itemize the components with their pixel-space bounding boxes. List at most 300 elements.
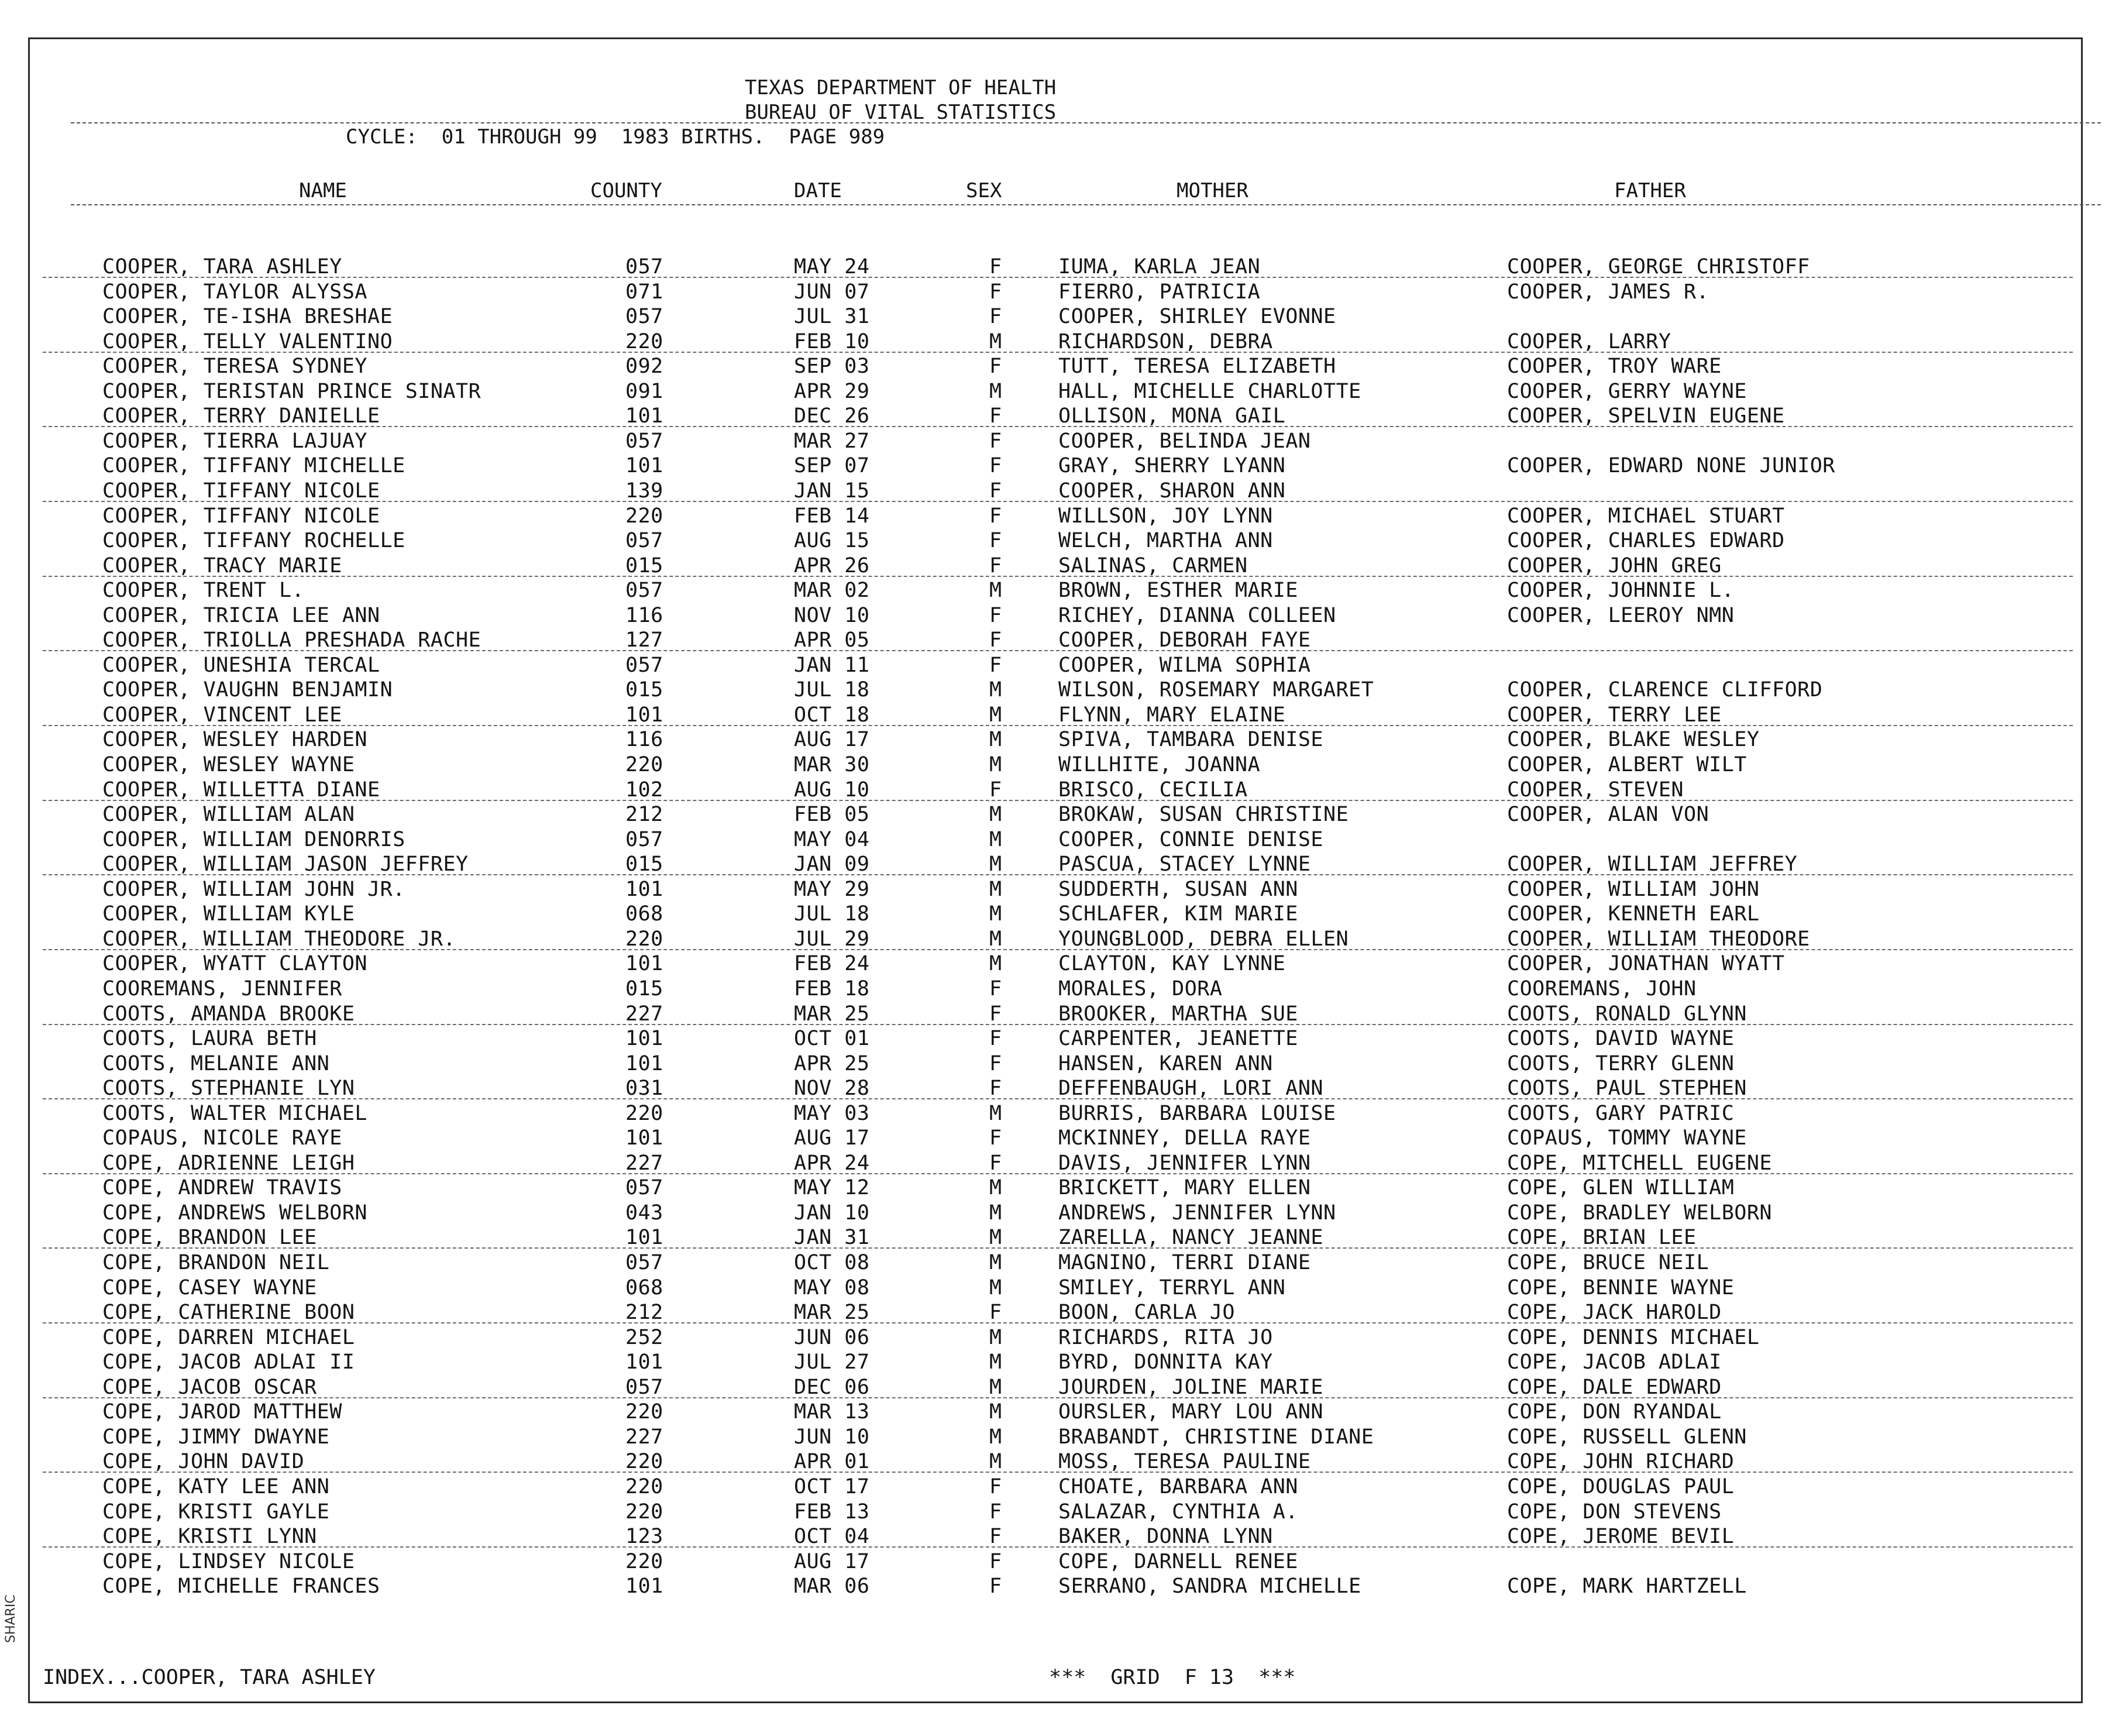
header-rule-top [71, 122, 2101, 123]
col-header-sex: SEX [966, 179, 1002, 202]
cell-date: MAR 25 [794, 1301, 870, 1325]
cell-mother: GRAY, SHERRY LYANN [1058, 454, 1286, 478]
cell-name: COOTS, STEPHANIE LYN [102, 1077, 355, 1101]
cell-father: COOPER, CHARLES EDWARD [1507, 529, 1785, 553]
cell-county: 220 [625, 1101, 663, 1125]
cell-date: JUN 06 [794, 1325, 870, 1349]
cell-name: COPE, BRANDON LEE [102, 1226, 317, 1250]
cell-sex: M [989, 1251, 1002, 1274]
cell-name: COOPER, WILLIAM JOHN JR. [102, 877, 405, 901]
table-row [30, 578, 2085, 603]
cell-father: COPE, GLEN WILLIAM [1507, 1176, 1735, 1200]
cell-mother: RICHARDS, RITA JO [1058, 1325, 1273, 1349]
cell-date: MAR 25 [794, 1002, 870, 1026]
cell-sex: F [989, 653, 1002, 677]
cell-name: COOREMANS, JENNIFER [102, 977, 342, 1001]
row-group-rule [43, 426, 2073, 427]
cell-mother: CLAYTON, KAY LYNNE [1058, 952, 1286, 976]
table-row [30, 1051, 2085, 1076]
table-row [30, 727, 2085, 752]
cell-father: COOTS, GARY PATRIC [1507, 1101, 1735, 1125]
cell-county: 212 [625, 803, 663, 827]
cell-father: COOPER, WILLIAM THEODORE [1507, 927, 1810, 951]
table-row [30, 1300, 2085, 1325]
cell-sex: F [989, 479, 1002, 503]
cell-name: COOPER, TIFFANY ROCHELLE [102, 529, 405, 553]
cell-date: JUL 18 [794, 902, 870, 926]
cell-father: COOPER, TROY WARE [1507, 355, 1722, 379]
table-row [30, 977, 2085, 1001]
cell-sex: M [989, 1176, 1002, 1200]
cell-county: 101 [625, 1350, 663, 1374]
cell-date: MAY 12 [794, 1176, 870, 1200]
cell-date: JUL 18 [794, 678, 870, 702]
cell-name: COPE, ADRIENNE LEIGH [102, 1151, 355, 1175]
cell-father: COPE, BENNIE WAYNE [1507, 1276, 1735, 1300]
cell-date: MAR 27 [794, 429, 870, 453]
cell-sex: F [989, 280, 1002, 304]
cell-sex: M [989, 1201, 1002, 1225]
cell-name: COPE, CATHERINE BOON [102, 1301, 355, 1325]
cell-father: COPE, DON RYANDAL [1507, 1400, 1722, 1424]
cell-county: 101 [625, 877, 663, 901]
table-row [30, 927, 2085, 951]
cell-sex: F [989, 404, 1002, 428]
cell-sex: F [989, 1301, 1002, 1325]
cell-name: COPE, KATY LEE ANN [102, 1474, 330, 1498]
table-row [30, 429, 2085, 453]
cell-sex: M [989, 753, 1002, 776]
cell-father: COOPER, JONATHAN WYATT [1507, 952, 1785, 976]
cell-county: 220 [625, 1474, 663, 1498]
cell-date: JUN 07 [794, 280, 870, 304]
row-group-rule [43, 1322, 2073, 1324]
cell-father: COOPER, JOHNNIE L. [1507, 579, 1735, 603]
table-row [30, 1325, 2085, 1350]
cell-father: COOPER, TERRY LEE [1507, 703, 1722, 727]
row-group-rule [43, 800, 2073, 801]
table-row [30, 1500, 2085, 1524]
row-group-rule [43, 725, 2073, 726]
table-row [30, 1250, 2085, 1275]
cell-name: COPE, DARREN MICHAEL [102, 1325, 355, 1349]
cell-father: COOTS, RONALD GLYNN [1507, 1002, 1747, 1026]
cell-father: COPE, JOHN RICHARD [1507, 1450, 1735, 1474]
cell-sex: F [989, 1002, 1002, 1026]
cell-date: JAN 10 [794, 1201, 870, 1225]
cell-county: 102 [625, 778, 663, 802]
cell-mother: BURRIS, BARBARA LOUISE [1058, 1101, 1336, 1125]
cell-name: COOTS, MELANIE ANN [102, 1051, 330, 1075]
cell-county: 220 [625, 1500, 663, 1524]
cell-county: 220 [625, 1549, 663, 1573]
cell-county: 057 [625, 579, 663, 603]
cell-mother: RICHARDSON, DEBRA [1058, 329, 1273, 353]
cell-date: FEB 13 [794, 1500, 870, 1524]
table-row [30, 1101, 2085, 1126]
row-group-rule [43, 1546, 2073, 1548]
cell-date: MAR 13 [794, 1400, 870, 1424]
cell-mother: WILLSON, JOY LYNN [1058, 504, 1273, 528]
cell-county: 057 [625, 827, 663, 851]
table-row [30, 1225, 2085, 1250]
cell-name: COPE, ANDREWS WELBORN [102, 1201, 368, 1225]
table-row [30, 1350, 2085, 1374]
table-row [30, 1549, 2085, 1574]
cell-county: 057 [625, 653, 663, 677]
cell-sex: M [989, 1101, 1002, 1125]
cell-sex: M [989, 1276, 1002, 1300]
cell-county: 091 [625, 379, 663, 403]
cell-father: COOPER, WILLIAM JOHN [1507, 877, 1760, 901]
table-row [30, 280, 2085, 304]
cell-name: COOPER, WILLIAM KYLE [102, 902, 355, 926]
table-row [30, 653, 2085, 678]
cell-county: 057 [625, 1176, 663, 1200]
table-row [30, 877, 2085, 902]
cell-sex: F [989, 1077, 1002, 1101]
cell-sex: F [989, 504, 1002, 528]
cell-mother: OLLISON, MONA GAIL [1058, 404, 1286, 428]
cell-date: OCT 18 [794, 703, 870, 727]
cell-sex: F [989, 429, 1002, 453]
cell-county: 015 [625, 977, 663, 1001]
table-row [30, 329, 2085, 354]
cell-mother: COOPER, WILMA SOPHIA [1058, 653, 1311, 677]
cell-mother: BRABANDT, CHRISTINE DIANE [1058, 1425, 1374, 1449]
cell-sex: F [989, 1474, 1002, 1498]
cell-father: COPE, RUSSELL GLENN [1507, 1425, 1747, 1449]
table-row [30, 1126, 2085, 1150]
cell-sex: M [989, 703, 1002, 727]
cell-name: COPE, LINDSEY NICOLE [102, 1549, 355, 1573]
ledger-page-frame [28, 37, 2083, 1703]
row-group-rule [43, 949, 2073, 950]
cell-father: COOTS, DAVID WAYNE [1507, 1027, 1735, 1051]
cell-name: COOPER, WILLIAM ALAN [102, 803, 355, 827]
cell-mother: DAVIS, JENNIFER LYNN [1058, 1151, 1311, 1175]
cell-name: COOPER, TIFFANY NICOLE [102, 479, 380, 503]
cell-name: COOPER, TIFFANY NICOLE [102, 504, 380, 528]
cell-name: COPE, JOHN DAVID [102, 1450, 305, 1474]
cell-date: MAY 08 [794, 1276, 870, 1300]
cell-county: 101 [625, 1226, 663, 1250]
cell-county: 227 [625, 1002, 663, 1026]
cell-sex: M [989, 728, 1002, 752]
cell-county: 123 [625, 1525, 663, 1549]
table-row [30, 354, 2085, 379]
cell-date: JAN 31 [794, 1226, 870, 1250]
cell-name: COPE, MICHELLE FRANCES [102, 1575, 380, 1599]
table-row [30, 504, 2085, 528]
cell-father: COPE, BRUCE NEIL [1507, 1251, 1709, 1274]
cell-date: MAR 30 [794, 753, 870, 776]
row-group-rule [43, 874, 2073, 875]
cell-date: MAY 29 [794, 877, 870, 901]
cell-name: COPE, ANDREW TRAVIS [102, 1176, 342, 1200]
cell-sex: F [989, 1575, 1002, 1599]
row-group-rule [43, 1173, 2073, 1174]
cell-date: JUL 29 [794, 927, 870, 951]
cell-date: JUL 31 [794, 305, 870, 329]
cell-date: FEB 10 [794, 329, 870, 353]
cell-mother: SMILEY, TERRYL ANN [1058, 1276, 1286, 1300]
cell-county: 101 [625, 952, 663, 976]
cell-sex: M [989, 1375, 1002, 1399]
table-row [30, 554, 2085, 578]
cell-father: COPE, JEROME BEVIL [1507, 1525, 1735, 1549]
table-row [30, 1375, 2085, 1400]
cell-father: COOPER, ALAN VON [1507, 803, 1709, 827]
cell-mother: BYRD, DONNITA KAY [1058, 1350, 1273, 1374]
cell-date: DEC 26 [794, 404, 870, 428]
cell-sex: F [989, 1549, 1002, 1573]
col-header-date: DATE [794, 179, 842, 202]
table-row [30, 752, 2085, 777]
cell-sex: F [989, 1500, 1002, 1524]
cell-date: FEB 05 [794, 803, 870, 827]
cell-county: 220 [625, 329, 663, 353]
cell-county: 220 [625, 753, 663, 776]
cell-date: MAY 24 [794, 255, 870, 279]
cell-mother: BOON, CARLA JO [1058, 1301, 1236, 1325]
cell-date: JUL 27 [794, 1350, 870, 1374]
cell-father: COOPER, STEVEN [1507, 778, 1684, 802]
cell-name: COOPER, TIFFANY MICHELLE [102, 454, 405, 478]
cell-county: 101 [625, 404, 663, 428]
cell-county: 101 [625, 1126, 663, 1150]
cell-name: COPE, KRISTI GAYLE [102, 1500, 330, 1524]
cell-county: 068 [625, 1276, 663, 1300]
cell-name: COOPER, VINCENT LEE [102, 703, 342, 727]
cell-date: OCT 17 [794, 1474, 870, 1498]
cell-father: COPE, BRADLEY WELBORN [1507, 1201, 1773, 1225]
table-row [30, 479, 2085, 503]
cell-county: 015 [625, 852, 663, 876]
cell-father: COOREMANS, JOHN [1507, 977, 1697, 1001]
cell-father: COPE, MITCHELL EUGENE [1507, 1151, 1773, 1175]
cell-county: 068 [625, 902, 663, 926]
cell-county: 057 [625, 305, 663, 329]
cell-county: 043 [625, 1201, 663, 1225]
table-row [30, 1574, 2085, 1599]
cell-sex: M [989, 678, 1002, 702]
cell-date: APR 26 [794, 554, 870, 577]
row-group-rule [43, 1024, 2073, 1025]
cell-county: 015 [625, 554, 663, 577]
cell-sex: F [989, 977, 1002, 1001]
cell-date: JAN 11 [794, 653, 870, 677]
cell-father: COOPER, ALBERT WILT [1507, 753, 1747, 776]
agency-title: TEXAS DEPARTMENT OF HEALTH [745, 76, 1057, 99]
cell-mother: FIERRO, PATRICIA [1058, 280, 1261, 304]
table-row [30, 304, 2085, 329]
table-row [30, 404, 2085, 428]
table-row [30, 951, 2085, 976]
cell-date: AUG 15 [794, 529, 870, 553]
cell-mother: MCKINNEY, DELLA RAYE [1058, 1126, 1311, 1150]
cell-county: 227 [625, 1151, 663, 1175]
cell-father: COOPER, GEORGE CHRISTOFF [1507, 255, 1810, 279]
cell-date: AUG 17 [794, 1549, 870, 1573]
cell-father: COOPER, KENNETH EARL [1507, 902, 1760, 926]
table-row [30, 379, 2085, 404]
cell-county: 101 [625, 1027, 663, 1051]
cell-date: OCT 04 [794, 1525, 870, 1549]
cell-sex: F [989, 305, 1002, 329]
cell-date: MAR 06 [794, 1575, 870, 1599]
cell-county: 101 [625, 1051, 663, 1075]
cell-county: 220 [625, 1450, 663, 1474]
cell-sex: F [989, 603, 1002, 627]
cell-date: MAY 03 [794, 1101, 870, 1125]
cell-mother: SERRANO, SANDRA MICHELLE [1058, 1575, 1361, 1599]
cell-mother: SPIVA, TAMBARA DENISE [1058, 728, 1324, 752]
grid-footer: *** GRID F 13 *** [1049, 1666, 1296, 1689]
cell-sex: M [989, 803, 1002, 827]
cell-mother: CHOATE, BARBARA ANN [1058, 1474, 1298, 1498]
cell-date: FEB 14 [794, 504, 870, 528]
cell-date: APR 05 [794, 628, 870, 652]
cell-father: COOPER, SPELVIN EUGENE [1507, 404, 1785, 428]
cell-county: 252 [625, 1325, 663, 1349]
cell-name: COOPER, TELLY VALENTINO [102, 329, 393, 353]
cell-father: COOTS, PAUL STEPHEN [1507, 1077, 1747, 1101]
cell-name: COOPER, WILLIAM DENORRIS [102, 827, 405, 851]
table-row [30, 603, 2085, 628]
cell-name: COOPER, UNESHIA TERCAL [102, 653, 380, 677]
table-row [30, 802, 2085, 827]
cell-date: OCT 08 [794, 1251, 870, 1274]
cell-name: COOPER, TRENT L. [102, 579, 305, 603]
table-row [30, 628, 2085, 652]
row-group-rule [43, 352, 2073, 353]
table-row [30, 678, 2085, 702]
cell-date: AUG 17 [794, 728, 870, 752]
cell-date: JUN 10 [794, 1425, 870, 1449]
cell-father: COOPER, EDWARD NONE JUNIOR [1507, 454, 1835, 478]
table-row [30, 1175, 2085, 1200]
cell-date: AUG 10 [794, 778, 870, 802]
cell-county: 227 [625, 1425, 663, 1449]
cell-mother: YOUNGBLOOD, DEBRA ELLEN [1058, 927, 1349, 951]
cell-father: COPE, JACOB ADLAI [1507, 1350, 1722, 1374]
cell-sex: F [989, 778, 1002, 802]
cell-mother: MAGNINO, TERRI DIANE [1058, 1251, 1311, 1274]
cell-sex: F [989, 1051, 1002, 1075]
cell-sex: M [989, 827, 1002, 851]
cell-sex: M [989, 1350, 1002, 1374]
cell-name: COOPER, WESLEY WAYNE [102, 753, 355, 776]
cell-name: COOPER, WILLIAM THEODORE JR. [102, 927, 456, 951]
row-group-rule [43, 501, 2073, 502]
cell-name: COOPER, WILLETTA DIANE [102, 778, 380, 802]
cell-father: COOPER, CLARENCE CLIFFORD [1507, 678, 1823, 702]
cell-date: SEP 07 [794, 454, 870, 478]
cell-date: FEB 24 [794, 952, 870, 976]
cell-mother: FLYNN, MARY ELAINE [1058, 703, 1286, 727]
row-group-rule [43, 650, 2073, 651]
cell-father: COOPER, MICHAEL STUART [1507, 504, 1785, 528]
row-group-rule [43, 1247, 2073, 1249]
cell-county: 057 [625, 1375, 663, 1399]
cell-date: OCT 01 [794, 1027, 870, 1051]
cell-date: FEB 18 [794, 977, 870, 1001]
cell-mother: TUTT, TERESA ELIZABETH [1058, 355, 1336, 379]
cell-date: APR 01 [794, 1450, 870, 1474]
cell-mother: PASCUA, STACEY LYNNE [1058, 852, 1311, 876]
cell-date: MAR 02 [794, 579, 870, 603]
cell-sex: M [989, 1325, 1002, 1349]
cell-mother: MORALES, DORA [1058, 977, 1223, 1001]
col-header-county: COUNTY [590, 179, 662, 202]
cell-county: 057 [625, 255, 663, 279]
table-row [30, 528, 2085, 553]
table-row [30, 1449, 2085, 1474]
cell-mother: BRICKETT, MARY ELLEN [1058, 1176, 1311, 1200]
cell-county: 031 [625, 1077, 663, 1101]
cell-father: COOTS, TERRY GLENN [1507, 1051, 1735, 1075]
cell-father: COOPER, LEEROY NMN [1507, 603, 1735, 627]
table-row [30, 1400, 2085, 1424]
cell-father: COPE, MARK HARTZELL [1507, 1575, 1747, 1599]
cell-county: 220 [625, 1400, 663, 1424]
col-header-name: NAME [299, 179, 347, 202]
cell-father: COPE, JACK HAROLD [1507, 1301, 1722, 1325]
cell-county: 127 [625, 628, 663, 652]
cell-mother: SUDDERTH, SUSAN ANN [1058, 877, 1298, 901]
cell-name: COPAUS, NICOLE RAYE [102, 1126, 342, 1150]
table-row [30, 902, 2085, 926]
table-row [30, 827, 2085, 852]
cell-sex: M [989, 1226, 1002, 1250]
cell-mother: HANSEN, KAREN ANN [1058, 1051, 1273, 1075]
cell-sex: F [989, 1525, 1002, 1549]
cell-mother: JOURDEN, JOLINE MARIE [1058, 1375, 1324, 1399]
table-row [30, 1201, 2085, 1225]
cell-sex: F [989, 554, 1002, 577]
cell-mother: ANDREWS, JENNIFER LYNN [1058, 1201, 1336, 1225]
cell-county: 139 [625, 479, 663, 503]
cell-mother: COOPER, BELINDA JEAN [1058, 429, 1311, 453]
cell-name: COOPER, WESLEY HARDEN [102, 728, 368, 752]
cell-sex: M [989, 852, 1002, 876]
cell-date: SEP 03 [794, 355, 870, 379]
cell-sex: M [989, 877, 1002, 901]
table-row [30, 703, 2085, 727]
cell-county: 116 [625, 603, 663, 627]
cell-name: COOPER, TE-ISHA BRESHAE [102, 305, 393, 329]
cell-county: 057 [625, 429, 663, 453]
cell-mother: OURSLER, MARY LOU ANN [1058, 1400, 1324, 1424]
cell-sex: F [989, 529, 1002, 553]
cell-name: COOTS, LAURA BETH [102, 1027, 317, 1051]
cell-name: COOTS, AMANDA BROOKE [102, 1002, 355, 1026]
cell-date: NOV 10 [794, 603, 870, 627]
table-row [30, 255, 2085, 279]
cell-county: 071 [625, 280, 663, 304]
cell-county: 220 [625, 927, 663, 951]
cell-father: COOPER, BLAKE WESLEY [1507, 728, 1760, 752]
cell-name: COOPER, WYATT CLAYTON [102, 952, 368, 976]
cell-date: DEC 06 [794, 1375, 870, 1399]
cell-mother: WELCH, MARTHA ANN [1058, 529, 1273, 553]
table-row [30, 453, 2085, 478]
table-row [30, 1002, 2085, 1026]
cell-name: COOPER, WILLIAM JASON JEFFREY [102, 852, 469, 876]
cell-sex: F [989, 255, 1002, 279]
cell-sex: M [989, 927, 1002, 951]
